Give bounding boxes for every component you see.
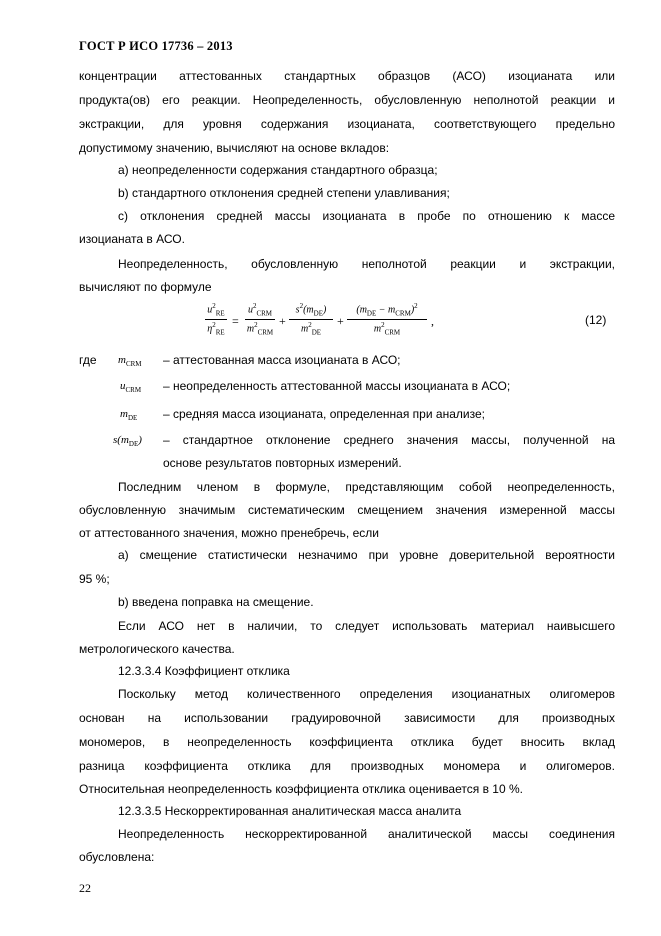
list-item: b) введена поправка на смещение. bbox=[118, 595, 314, 609]
document-header: ГОСТ Р ИСО 17736 – 2013 bbox=[79, 39, 233, 53]
definition-text: – средняя масса изоцианата, определенная при анализе; bbox=[163, 407, 485, 421]
text-line: мономеров, в неопределенность коэффициента отклика будет вносить вклад bbox=[79, 735, 615, 749]
list-item-continued: 95 %; bbox=[79, 572, 110, 586]
symbol-m-de: $m_{DE}$ bbox=[120, 408, 138, 423]
formula-plus: + bbox=[279, 314, 286, 328]
text-line: допустимому значению, вычисляют на основе вкладов: bbox=[79, 141, 390, 155]
text-line: изоцианата в АСО. bbox=[79, 232, 185, 246]
page-number: 22 bbox=[79, 881, 91, 895]
text-line: Если АСО нет в наличии, то следует использовать материал наивысшего bbox=[118, 619, 615, 633]
definition-text-continued: основе результатов повторных измерений. bbox=[163, 456, 402, 470]
section-heading: 12.3.3.5 Нескорректированная аналитическая масса аналита bbox=[118, 804, 462, 818]
formula-equals: = bbox=[232, 314, 239, 328]
text-line: разница коэффициента отклика для производных мономера и олигомеров. bbox=[79, 759, 615, 773]
text-line: концентрации аттестованных стандартных образцов (АСО) изоцианата или bbox=[79, 69, 615, 83]
formula-lhs: $\frac{u^2_{RE}}{\eta^2_{RE}}$ bbox=[205, 301, 227, 339]
symbol-m-crm: $m_{CRM}$ bbox=[118, 354, 142, 369]
where-label: где bbox=[79, 353, 97, 367]
text-line: от аттестованного значения, можно пренебречь, если bbox=[79, 526, 379, 540]
formula-term1: $u^2_{CRM}$ $m^2_{CRM}$ bbox=[246, 302, 274, 337]
text-line: Неопределенность нескорректированной аналитической массы соединения bbox=[118, 827, 615, 841]
formula-term3: $(m_{DE} - m_{CRM})^2$ $m^2_{CRM}$ bbox=[347, 301, 427, 339]
list-item: с) отклонения средней массы изоцианата в пробе по отношению к массе bbox=[118, 209, 615, 223]
text-line: метрологического качества. bbox=[79, 642, 235, 656]
list-item: b) стандартного отклонения средней степени улавливания; bbox=[118, 186, 450, 200]
formula-comma: , bbox=[431, 314, 434, 328]
equation-number: (12) bbox=[585, 313, 607, 327]
formula-term2: $s^2(m_{DE})$ $m^2_{DE}$ bbox=[289, 301, 333, 339]
text-line: продукта(ов) его реакции. Неопределенность, обусловленную неполнотой реакции и bbox=[79, 93, 615, 107]
list-item: а) смещение статистически незначимо при уровне доверительной вероятности bbox=[118, 548, 615, 562]
text-line: обусловлена: bbox=[79, 850, 155, 864]
text-line: Поскольку метод количественного определения изоцианатных олигомеров bbox=[118, 687, 615, 701]
text-line: экстракции, для уровня содержания изоцианата, соответствующего предельно bbox=[79, 117, 615, 131]
text-line: Неопределенность, обусловленную неполнотой реакции и экстракции, bbox=[118, 257, 615, 271]
text-line: основан на использовании градуировочной зависимости для производных bbox=[79, 711, 615, 725]
definition-text: – неопределенность аттестованной массы изоцианата в АСО; bbox=[163, 379, 511, 393]
list-item: а) неопределенности содержания стандартного образца; bbox=[118, 163, 438, 177]
formula-12 bbox=[205, 301, 455, 343]
definition-text: – стандартное отклонение среднего значения массы, полученной на bbox=[163, 433, 615, 447]
formula-plus: + bbox=[337, 314, 344, 328]
section-heading: 12.3.3.4 Коэффициент отклика bbox=[118, 664, 290, 678]
text-line: вычисляют по формуле bbox=[79, 280, 212, 294]
symbol-u-crm: $u_{CRM}$ bbox=[120, 380, 142, 395]
text-line: обусловленную значимым систематическим смещением значения измеренной массы bbox=[79, 503, 615, 517]
definition-text: – аттестованная масса изоцианата в АСО; bbox=[163, 353, 401, 367]
text-line: Относительная неопределенность коэффициента отклика оценивается в 10 %. bbox=[79, 782, 523, 796]
text-line: Последним членом в формуле, представляющим собой неопределенность, bbox=[118, 480, 615, 494]
symbol-s-m-de: $s(m_{DE})$ bbox=[113, 434, 142, 449]
